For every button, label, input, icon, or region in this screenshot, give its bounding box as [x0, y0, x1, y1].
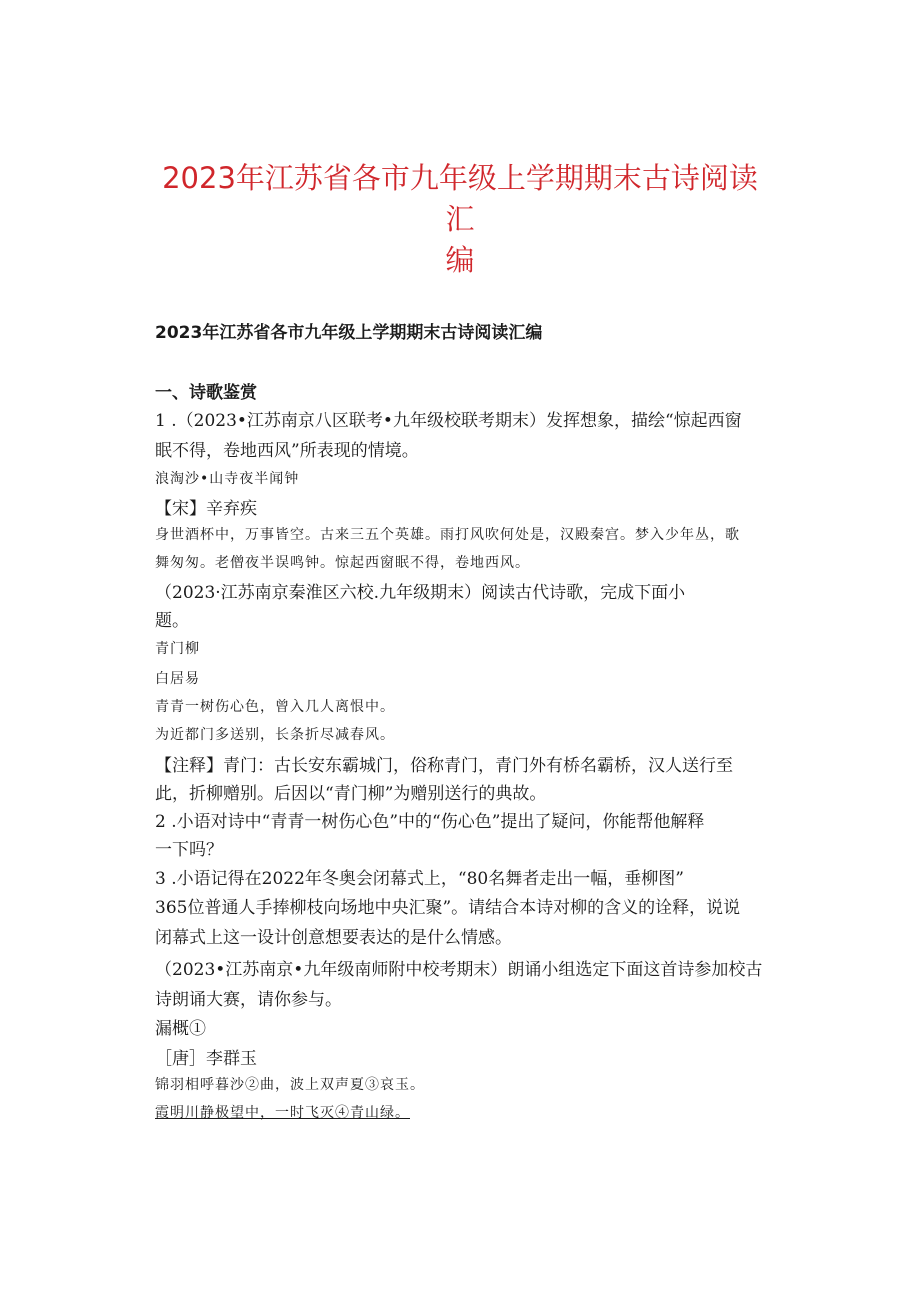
poem-3-text-line-1: 锦羽相呼暮沙②曲，波上双声夏③哀玉。 [155, 1077, 425, 1093]
poem-1-text-line-1: 身世酒杯中，万事皆空。古来三五个英雄。雨打风吹何处是，汉殿秦宫。梦入少年丛，歌 [155, 527, 740, 543]
question-3-line-2: 365位普通人手捧柳枝向场地中央汇聚”。请结合本诗对柳的含义的诠释，说说 [155, 898, 741, 918]
poem-2-title: 青门柳 [155, 641, 200, 657]
passage-2-intro-line-2: 题。 [155, 611, 189, 631]
question-2-line-1: 2 .小语对诗中“青青一树伤心色”中的“伤心色”提出了疑问，你能帮他解释 [155, 812, 705, 832]
section-heading: 一、诗歌鉴赏 [155, 383, 257, 403]
question-1-line-1: 1 .（2023•江苏南京八区联考•九年级校联考期末）发挥想象，描绘“惊起西窗 [155, 411, 742, 431]
poem-2-note-line-2: 此，折柳赠别。后因以“青门柳”为赠别送行的典故。 [155, 784, 547, 804]
question-3-line-1: 3 .小语记得在2022年冬奥会闭幕式上，“80名舞者走出一幅，垂柳图” [155, 869, 684, 889]
poem-3-text-line-2: 霞明川静极望中，一时飞灭④青山绿。 [155, 1105, 410, 1121]
poem-2-text-line-2: 为近都门多送别，长条折尽减春风。 [155, 727, 395, 743]
title-line-1: 2023年江苏省各市九年级上学期期末古诗阅读汇 [162, 161, 758, 236]
poem-1-title: 浪淘沙•山寺夜半闻钟 [155, 471, 300, 487]
poem-1-text-line-2: 舞匆匆。老僧夜半误鸣钟。惊起西窗眠不得，卷地西风。 [155, 555, 530, 571]
poem-1-author: 【宋】辛弃疾 [155, 499, 257, 519]
passage-3-intro-line-1: （2023•江苏南京•九年级南师附中校考期末）朗诵小组选定下面这首诗参加校古 [155, 960, 763, 980]
question-3-line-3: 闭幕式上这一设计创意想要表达的是什么情感。 [155, 928, 512, 948]
poem-2-author: 白居易 [155, 671, 200, 687]
passage-2-intro-line-1: （2023·江苏南京秦淮区六校.九年级期末）阅读古代诗歌，完成下面小 [155, 583, 686, 603]
question-1-line-2: 眠不得，卷地西风”所表现的情境。 [155, 441, 419, 461]
poem-2-note-line-1: 【注释】青门：古长安东霸城门，俗称青门，青门外有桥名霸桥，汉人送行至 [155, 756, 733, 776]
poem-2-text-line-1: 青青一树伤心色，曾入几人离恨中。 [155, 699, 395, 715]
question-2-line-2: 一下吗？ [155, 840, 223, 860]
poem-3-author: ［唐］李群玉 [155, 1049, 257, 1069]
title-line-2: 编 [445, 243, 475, 277]
document-subtitle: 2023年江苏省各市九年级上学期期末古诗阅读汇编 [155, 323, 543, 343]
passage-3-intro-line-2: 诗朗诵大赛，请你参与。 [155, 990, 342, 1010]
poem-3-title: 漏概① [155, 1019, 206, 1039]
document-title [150, 158, 770, 281]
